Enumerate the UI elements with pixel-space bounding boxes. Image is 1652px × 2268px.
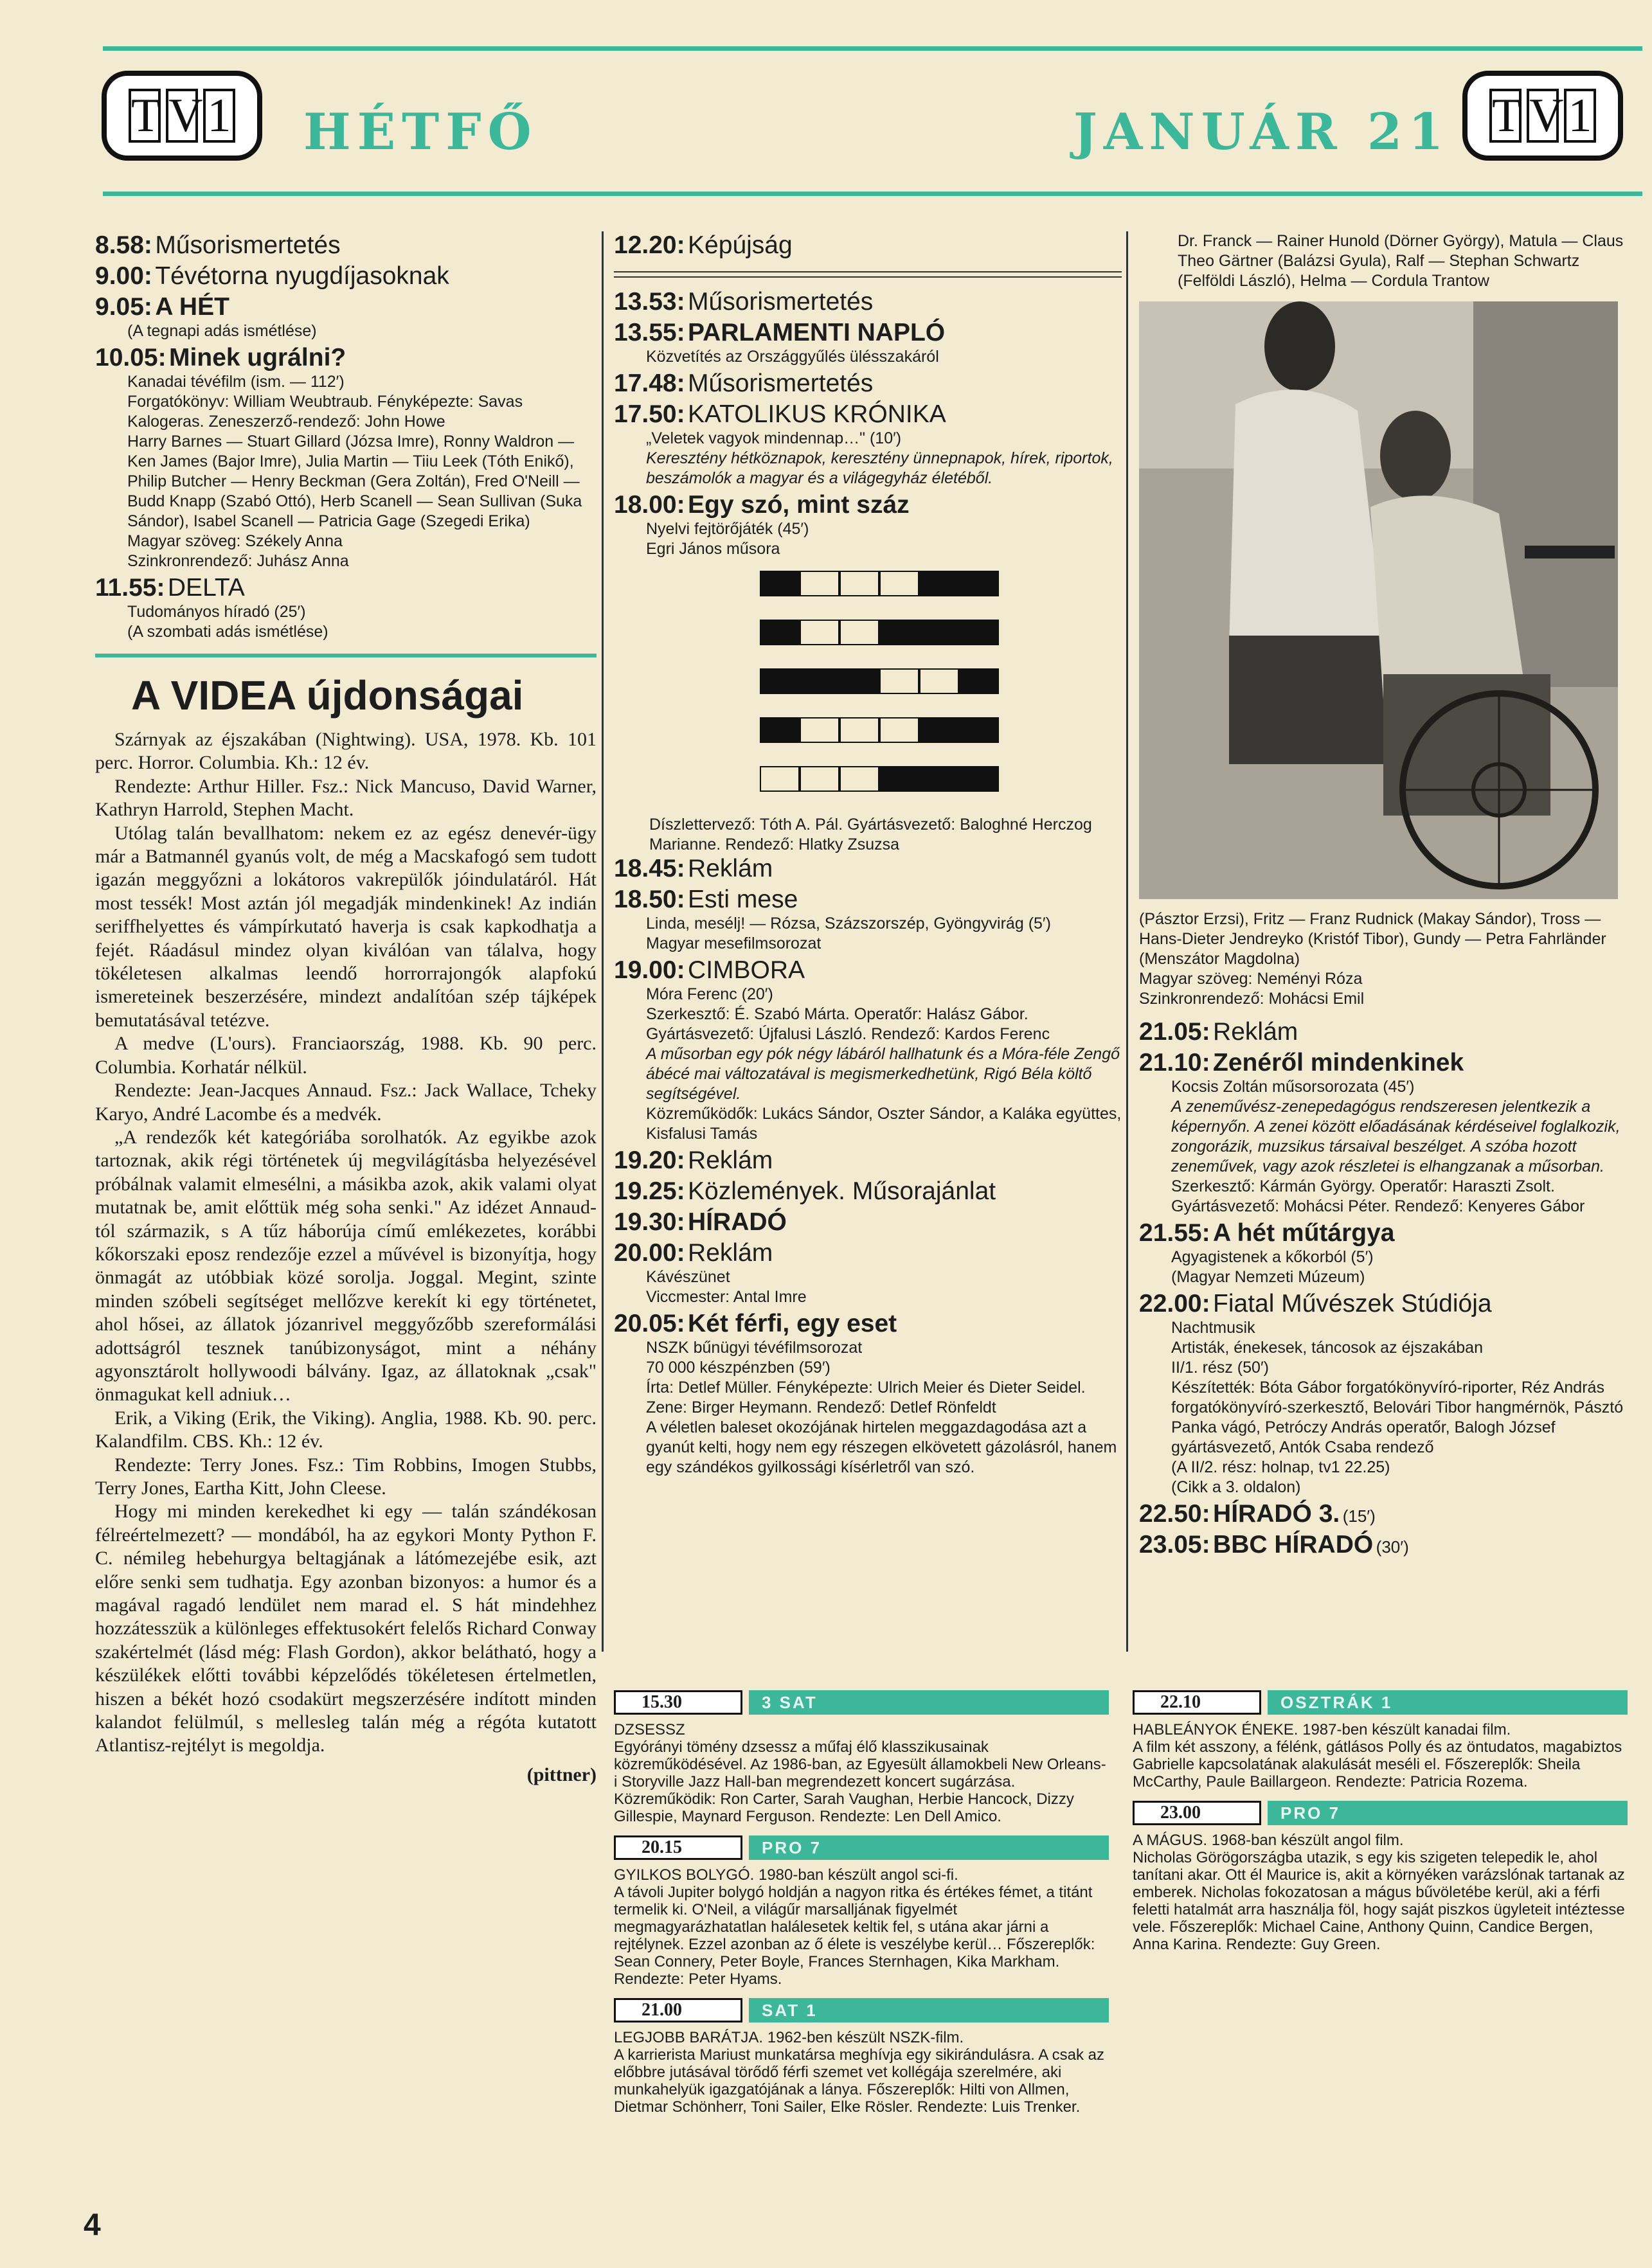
satellite-header	[614, 1998, 1109, 2022]
program-entry	[614, 400, 1122, 488]
article-paragraph: Szárnyak az éjszakában (Nightwing). USA, 1978. Kb. 101 perc. Horror. Columbia. Kh.: 12 év.	[95, 729, 597, 774]
program-time: 12.20:	[614, 231, 685, 259]
grid-cell	[839, 571, 879, 596]
article-paragraph: Rendezte: Terry Jones. Fsz.: Tim Robbins, Imogen Stubbs, Terry Jones, Eartha Kitt, John Cleese.	[95, 1454, 597, 1499]
satellite-entry	[614, 1690, 1109, 1825]
program-note: Artisták, énekesek, táncosok az éjszakában	[1171, 1339, 1483, 1357]
satellite-entry	[614, 1835, 1109, 1988]
day-title: HÉTFŐ	[303, 103, 538, 161]
program-note: Kávészünet	[646, 1268, 730, 1286]
grid-cell	[959, 571, 999, 596]
program-time: 10.05:	[95, 344, 166, 371]
program-title: Reklám	[688, 855, 773, 882]
column-divider	[1126, 231, 1128, 1652]
grid-row	[760, 668, 1122, 694]
program-entry	[614, 319, 1122, 367]
grid-cell	[879, 620, 919, 645]
left-column	[95, 231, 597, 1786]
program-title: DELTA	[167, 574, 245, 602]
program-time: 9.05:	[95, 293, 152, 321]
program-note: Harry Barnes — Stuart Gillard (Józsa Imre), Ronny Waldron — Ken James (Bajor Imre), Julia Martin — Tiiu Leek (Tóth Enikő), Philip Butcher — Henry Beckman (Gera Zoltán), Fred O'Neill — Budd Knapp (Szabó Ottó), Herb Scanell — Sean Sullivan (Suka Sándor), Isabel Scanell — Patricia Gage (Szegedi Erika)	[127, 433, 582, 530]
program-note: Szerkesztő: Kármán György. Operatőr: Haraszti Zsolt. Gyártásvezető: Mohácsi Péter. Rendező: Kenyeres Gábor	[1171, 1177, 1585, 1215]
program-entry	[95, 344, 597, 571]
program-time: 19.30:	[614, 1208, 685, 1236]
grid-cell	[919, 620, 959, 645]
satellite-text	[1133, 1721, 1628, 1790]
program-note: Forgatókönyv: William Weubtraub. Fényképezte: Savas Kalogeras. Zeneszerző-rendező: John Howe	[127, 393, 523, 431]
program-time: 18.45:	[614, 855, 685, 882]
logo-letter: V	[166, 89, 198, 143]
program-time: 17.50:	[614, 400, 685, 428]
program-note: A műsorban egy pók négy lábáról hallhatunk és a Móra-féle Zengő ábécé mai változatával is megismerkedhetünk, Rigó Béla költő segítségével.	[646, 1045, 1120, 1103]
program-title: Képújság	[688, 231, 793, 259]
program-time: 11.55:	[95, 574, 165, 602]
grid-row	[760, 717, 1122, 743]
program-title: Egy szó, mint száz	[688, 491, 910, 519]
program-note: Kanadai tévéfilm (ism. — 112′)	[127, 373, 345, 391]
program-note: Készítették: Bóta Gábor forgatókönyvíró-riporter, Réz András forgatókönyvíró-szerkesztő, Belovári Tibor hangmérnök, Pásztó Panka vágó, Petróczy András operatőr, Balogh József gyártásvezető, Antók Csaba rendező	[1171, 1379, 1624, 1456]
grid-cell	[839, 620, 879, 645]
grid-cell	[959, 668, 999, 694]
satellite-description: A film két asszony, a félénk, gátlásos Polly és az öntudatos, magabiztos Gabrielle kapcsolatának alakulását meséli el. Főszereplők: Sheila McCarthy, Paule Baillargeon. Rendezte: Patricia Rozema.	[1133, 1738, 1622, 1790]
page-number: 4	[84, 2208, 101, 2242]
grid-cell	[959, 620, 999, 645]
column-divider	[602, 231, 604, 1652]
grid-cell	[839, 668, 879, 694]
program-title: A hét műtárgya	[1213, 1219, 1395, 1247]
program-title: Reklám	[1213, 1018, 1298, 1046]
logo-letter: T	[129, 89, 161, 143]
header-rule-top	[103, 46, 1642, 51]
article-signature: (pittner)	[526, 1764, 597, 1785]
right-program-list	[1139, 1018, 1628, 1559]
program-time: 20.00:	[614, 1239, 685, 1267]
grid-cell	[760, 717, 800, 743]
satellite-time: 15.30	[614, 1690, 742, 1715]
program-title: Műsorismertetés	[155, 231, 341, 259]
satellite-header	[614, 1690, 1109, 1715]
program-entry	[1139, 1500, 1628, 1528]
article-paragraph: Rendezte: Jean-Jacques Annaud. Fsz.: Jack Wallace, Tcheky Karyo, André Lacombe és a medvék.	[95, 1080, 597, 1125]
right-column	[1139, 231, 1628, 1562]
program-title: PARLAMENTI NAPLÓ	[688, 319, 946, 346]
satellite-header	[614, 1835, 1109, 1860]
program-title: Reklám	[688, 1239, 773, 1267]
program-time: 13.53:	[614, 288, 685, 316]
satellite-time: 20.15	[614, 1835, 742, 1860]
program-title: Esti mese	[688, 886, 798, 913]
program-title: Tévétorna nyugdíjasoknak	[155, 262, 449, 290]
program-entry	[614, 1177, 1122, 1206]
program-title: HÍRADÓ 3.	[1213, 1500, 1340, 1528]
program-note: Közreműködők: Lukács Sándor, Oszter Sándor, a Kaláka együttes, Kisfalusi Tamás	[646, 1105, 1122, 1143]
grid-cell	[879, 717, 919, 743]
mid-program-list	[614, 288, 1122, 559]
program-time: 19.25:	[614, 1177, 685, 1205]
credit-line: Magyar szöveg: Neményi Róza	[1139, 970, 1363, 988]
program-title: A HÉT	[155, 293, 229, 321]
satellite-header	[1133, 1801, 1628, 1825]
grid-cell	[760, 668, 800, 694]
article-paragraph: Hogy mi minden kerekedhet ki egy — talán szándékosan félreértelmezett? — mondából, ha az egykori Monty Python F. C. némileg hebehurgya beltagjának a látómezejébe esik, azt előre senki sem tudhatja. Egy azonban bizonyos: a humor és a magával ragadó lendület nem marad el. S hát mindehhez hozzátesszük a különleges effektusokért felelős Richard Conway szakértelmét (lásd még: Flash Gordon), akkor belátható, hogy a készülékek előtti további képzelődés tökéletesen értelmetlen, hiszen a békét hozó csodakürt megszerzésére indított minden kalandot felülmúl, s mellesleg talán még a régóta kutatott Atlantisz-rejtélyt is megoldja.	[95, 1501, 597, 1756]
article-paragraph: Utólag talán bevallhatom: nekem ez az egész denevér-ügy már a Batmannél gyanús volt, de még a Macskafogó sem tudott igazán meggyőzni a lokátoros vakrepülők jóindulatáról. Hát most tessék! Most aztán jól megadják mindenkinek! Az indián seriffhelyettes és vámpírkutató haverja is csak kapkodhatja a fejét. Ráadásul mindez olyan kiválóan van tálalva, hogy tökéletesen alkalmas leendő horrorrajongók alapfokú ismereteinek beszerzésére, mindezt andalítóan szép tájképek bemutatásával tetézve.	[95, 822, 597, 1031]
cast-text-continued: (Pásztor Erzsi), Fritz — Franz Rudnick (Makay Sándor), Tross — Hans-Dieter Jendreyko (Kristóf Tibor), Gundy — Petra Fahrländer (Menszátor Magdolna)	[1139, 910, 1606, 968]
satellite-title: LEGJOBB BARÁTJA. 1962-ben készült NSZK-film.	[614, 2029, 964, 2046]
program-note: (A II/2. rész: holnap, tv1 22.25)	[1171, 1458, 1390, 1476]
program-title: Két férfi, egy eset	[688, 1310, 897, 1337]
satellite-text	[614, 2029, 1109, 2116]
word-puzzle-grid	[614, 571, 1122, 792]
program-time: 9.00:	[95, 262, 152, 290]
grid-cell	[800, 571, 839, 596]
date-title: JANUÁR 21	[1073, 103, 1450, 161]
program-title: Műsorismertetés	[688, 288, 874, 316]
program-title: Reklám	[688, 1147, 773, 1174]
mid-program-list-top	[614, 231, 1122, 260]
satellite-channel: SAT 1	[749, 1998, 1109, 2022]
satellite-title: A MÁGUS. 1968-ban készült angol film.	[1133, 1832, 1404, 1849]
program-note: Írta: Detlef Müller. Fényképezte: Ulrich Meier és Dieter Seidel. Zene: Birger Heymann. Rendező: Detlef Rönfeldt	[646, 1379, 1086, 1416]
satellite-description: A távoli Jupiter bolygó holdján a nagyon ritka és értékes fémet, a titánt termelik ki. O'Neil, a világűr marsalljának figyelmét megmagyarázhatatlan halálesetek keltik fel, s utána akar járni a rejtélynek. Ezzel azonban az ő élete is veszélybe kerül… Főszereplők: Sean Connery, Peter Boyle, Frances Sternhagen, Kika Markham. Rendezte: Peter Hyams.	[614, 1884, 1095, 1988]
program-note: Nachtmusik	[1171, 1319, 1255, 1337]
article-paragraph: Erik, a Viking (Erik, the Viking). Anglia, 1988. Kb. 90. perc. Kalandfilm. CBS. Kh.: 12 év.	[95, 1407, 597, 1452]
program-note: Szerkesztő: É. Szabó Márta. Operatőr: Halász Gábor. Gyártásvezető: Újfalusi László. Rendező: Kardos Ferenc	[646, 1005, 1050, 1043]
program-entry	[614, 956, 1122, 1144]
program-note: (Magyar Nemzeti Múzeum)	[1171, 1268, 1365, 1286]
program-note: 70 000 készpénzben (59′)	[646, 1359, 830, 1377]
satellite-title: DZSESSZ	[614, 1721, 685, 1738]
grid-cell	[879, 668, 919, 694]
program-entry	[614, 1208, 1122, 1237]
program-note: Magyar szöveg: Székely Anna	[127, 532, 343, 550]
program-title: BBC HÍRADÓ	[1213, 1531, 1374, 1558]
grid-cell	[919, 668, 959, 694]
program-note: A zeneművész-zenepedagógus rendszeresen jelentkezik a képernyőn. A zenei között előadásának kérdéseivel foglalkozik, zongorázik, muzsikus társaival beszélget. A szóba hozott zeneművek, vagy azok részletei is elhangzanak a műsorban.	[1171, 1098, 1621, 1175]
satellite-description: Egyórányi tömény dzsessz a műfaj élő klasszikusainak közreműködésével. Az 1986-ban, az Egyesült államokbeli New Orleans-i Storyville Jazz Hall-ban megrendezett koncert sugárzása. Közreműködik: Ron Carter, Sarah Vaughan, Herbie Hancock, Dizzy Gillespie, Maynard Ferguson. Rendezte: Len Dell Amico.	[614, 1738, 1106, 1825]
program-entry	[614, 231, 1122, 260]
program-title: Műsorismertetés	[688, 370, 874, 397]
program-time: 22.50:	[1139, 1500, 1210, 1528]
program-note: Kocsis Zoltán műsorsorozata (45′)	[1171, 1078, 1415, 1096]
program-entry	[1139, 1018, 1628, 1046]
grid-cell	[839, 766, 879, 792]
tv1-logo-right	[1462, 71, 1623, 161]
left-program-list	[95, 231, 597, 642]
satellite-channel: OSZTRÁK 1	[1268, 1690, 1628, 1715]
program-entry	[1139, 1219, 1628, 1287]
satellite-description: Nicholas Görögországba utazik, s egy kis szigeten telepedik le, ahol tanítani akar. Ott él Maurice is, akit a környéken varázslónak tartanak az emberek. Nicholas fokozatosan a mágus bűvöletébe kerül, aki a férfi feletti hatalmát arra használja föl, hogy saját piszkos ügyleteit intéztesse vele. Főszereplők: Michael Caine, Anthony Quinn, Candice Bergen, Anna Karina. Rendezte: Guy Green.	[1133, 1849, 1625, 1953]
middle-column	[614, 231, 1122, 1480]
program-time: 23.05:	[1139, 1531, 1210, 1558]
program-time: 8.58:	[95, 231, 152, 259]
program-note: (A szombati adás ismétlése)	[127, 623, 328, 641]
program-entry	[1139, 1049, 1628, 1217]
article-paragraph: Rendezte: Arthur Hiller. Fsz.: Nick Mancuso, David Warner, Kathryn Harrold, Stephen Macht.	[95, 775, 597, 821]
program-entry	[95, 231, 597, 260]
satellite-channel: PRO 7	[1268, 1801, 1628, 1825]
program-note: Agyagistenek a kőkorból (5′)	[1171, 1248, 1374, 1266]
videa-title: A VIDEA újdonságai	[131, 672, 524, 719]
program-entry	[95, 262, 597, 290]
grid-cell	[919, 766, 959, 792]
grid-cell	[839, 717, 879, 743]
grid-cell	[800, 766, 839, 792]
grid-row	[760, 620, 1122, 645]
double-rule	[614, 271, 1122, 278]
program-note: Nyelvi fejtörőjáték (45′)	[646, 520, 809, 538]
satellite-entry	[1133, 1690, 1628, 1790]
program-note: Linda, mesélj! — Rózsa, Százszorszép, Gyöngyvirág (5′)	[646, 915, 1051, 933]
grid-cell	[760, 571, 800, 596]
grid-cell	[760, 766, 800, 792]
program-note: „Veletek vagyok mindennap…" (10′)	[646, 429, 902, 447]
logo-letter: V	[1527, 89, 1559, 143]
program-note: Viccmester: Antal Imre	[646, 1288, 807, 1306]
program-time: 13.55:	[614, 319, 685, 346]
credit-line: Szinkronrendező: Mohácsi Emil	[1139, 990, 1365, 1008]
program-note: (A tegnapi adás ismétlése)	[127, 322, 317, 340]
grid-cell	[760, 620, 800, 645]
program-note: Szinkronrendező: Juhász Anna	[127, 552, 349, 570]
grid-cell	[800, 717, 839, 743]
program-entry	[614, 855, 1122, 883]
grid-cell	[800, 668, 839, 694]
satellite-listing	[1133, 1690, 1628, 1963]
grid-cell	[919, 571, 959, 596]
satellite-channel: 3 SAT	[749, 1690, 1109, 1715]
logo-letter: 1	[203, 89, 235, 143]
program-note: NSZK bűnügyi tévéfilmsorozat	[646, 1339, 863, 1357]
program-note: Egri János műsora	[646, 540, 780, 558]
logo-letter: 1	[1564, 89, 1596, 143]
program-photo	[1139, 301, 1618, 899]
program-entry	[614, 886, 1122, 954]
satellite-entry	[1133, 1801, 1628, 1953]
satellite-description: A karrierista Mariust munkatársa meghívja egy sikirándulásra. A csak az előbbre jutásával törődő férfi szemet vet kollégája szerelmére, aki munkahelyük igazgatójának a lánya. Főszereplők: Hilti von Allmen, Dietmar Schönherr, Toni Sailer, Elke Rösler. Rendezte: Luis Trenker.	[614, 2046, 1104, 2116]
program-time: 21.55:	[1139, 1219, 1210, 1247]
program-title: KATOLIKUS KRÓNIKA	[688, 400, 946, 428]
grid-row	[760, 766, 1122, 792]
program-title: Minek ugrálni?	[169, 344, 346, 371]
videa-article	[95, 728, 597, 1758]
grid-cell	[879, 571, 919, 596]
program-note: Közvetítés az Országgyűlés ülésszakáról	[646, 348, 939, 366]
program-note: Magyar mesefilmsorozat	[646, 934, 822, 952]
program-time: 18.50:	[614, 886, 685, 913]
program-note: (Cikk a 3. oldalon)	[1171, 1478, 1301, 1496]
satellite-listing	[614, 1690, 1109, 2126]
grid-cell	[959, 766, 999, 792]
program-note: A véletlen baleset okozójának hirtelen meggazdagodása azt a gyanút kelti, hogy nem egy részegen elkövetett gázolásról, hanem egy szándékos gyilkossági kísérletről van szó.	[646, 1418, 1117, 1476]
program-title: Fiatal Művészek Stúdiója	[1213, 1290, 1492, 1317]
tv1-logo-left	[102, 71, 262, 161]
article-paragraph: „A rendezők két kategóriába sorolhatók. Az egyikbe azok tartoznak, akik régi történetek új megvilágításba helyezésével próbálnak valamit elmesélni, a másikba azok, akik valami olyat mutatnak be, amit előttük még soha senki." Az idézet Annaud-tól származik, s A tűz háborúja című emlékezetes, korábbi kőkorszaki eposz rendezője ezzel a művével is bizonyítja, hogy önmagát az utóbbiak közé sorolja. Joggal. Megint, szinte minden szóbeli segítséget mellőzve kerekít ki egy történetet, ahol hősei, az állatok józanrivel meggyőzőbb szereformálási adottságról tesznek tanúbizonyságot, mint a néhány agyonsztárolt hollywoodi bálvány. Igaz, az állatoknak „csak" önmagukat kell adniuk…	[95, 1126, 597, 1406]
satellite-title: HABLEÁNYOK ÉNEKE. 1987-ben készült kanadai film.	[1133, 1721, 1511, 1738]
program-title: HÍRADÓ	[688, 1208, 787, 1236]
grid-cell	[919, 717, 959, 743]
program-time: 21.10:	[1139, 1049, 1210, 1076]
program-entry	[95, 574, 597, 642]
program-title: Zenéről mindenkinek	[1213, 1049, 1464, 1076]
grid-row	[760, 571, 1122, 596]
program-duration: (30′)	[1376, 1537, 1409, 1557]
article-paragraph: A medve (L'ours). Franciaország, 1988. Kb. 90 perc. Columbia. Korhatár nélkül.	[95, 1033, 597, 1078]
program-entry	[614, 1239, 1122, 1307]
program-time: 18.00:	[614, 491, 685, 519]
program-entry	[614, 1147, 1122, 1175]
section-divider	[95, 654, 597, 657]
program-time: 17.48:	[614, 370, 685, 397]
satellite-time: 21.00	[614, 1998, 742, 2022]
photo-illustration	[1139, 301, 1618, 899]
program-entry	[1139, 1290, 1628, 1497]
program-time: 22.00:	[1139, 1290, 1210, 1317]
program-title: Közlemények. Műsorajánlat	[688, 1177, 996, 1205]
grid-cell	[800, 620, 839, 645]
program-time: 21.05:	[1139, 1018, 1210, 1046]
program-title: CIMBORA	[688, 956, 805, 984]
program-entry	[1139, 1531, 1628, 1559]
program-note: Keresztény hétköznapok, keresztény ünnepnapok, hírek, riportok, beszámolók a magyar és a világegyház életéből.	[646, 449, 1113, 487]
satellite-time: 22.10	[1133, 1690, 1261, 1715]
satellite-header	[1133, 1690, 1628, 1715]
program-note: Móra Ferenc (20′)	[646, 985, 773, 1003]
satellite-text	[1133, 1832, 1628, 1953]
program-entry	[614, 491, 1122, 559]
program-note: Tudományos híradó (25′)	[127, 603, 306, 621]
satellite-time: 23.00	[1133, 1801, 1261, 1825]
program-duration: (15′)	[1342, 1506, 1376, 1526]
program-entry	[614, 370, 1122, 398]
satellite-text	[614, 1866, 1109, 1988]
program-note: II/1. rész (50′)	[1171, 1359, 1269, 1377]
program-time: 19.20:	[614, 1147, 685, 1174]
mid-program-list-2	[614, 855, 1122, 1478]
satellite-channel: PRO 7	[749, 1835, 1109, 1860]
satellite-text	[614, 1721, 1109, 1825]
satellite-entry	[614, 1998, 1109, 2116]
program-time: 20.05:	[614, 1310, 685, 1337]
grid-cell	[879, 766, 919, 792]
credits-text: Díszlettervező: Tóth A. Pál. Gyártásvezető: Baloghné Herczog Marianne. Rendező: Hlatky Zsuzsa	[649, 816, 1092, 853]
program-entry	[95, 293, 597, 341]
program-entry	[614, 1310, 1122, 1478]
logo-letter: T	[1489, 89, 1522, 143]
program-entry	[614, 288, 1122, 316]
header-rule-bottom	[103, 192, 1642, 196]
grid-cell	[959, 717, 999, 743]
satellite-title: GYILKOS BOLYGÓ. 1980-ban készült angol sci-fi.	[614, 1866, 958, 1884]
cast-text: Dr. Franck — Rainer Hunold (Dörner György), Matula — Claus Theo Gärtner (Balázsi Gyula), Ralf — Stephan Schwartz (Felföldi László), Helma — Cordula Trantow	[1178, 232, 1624, 290]
program-time: 19.00:	[614, 956, 685, 984]
